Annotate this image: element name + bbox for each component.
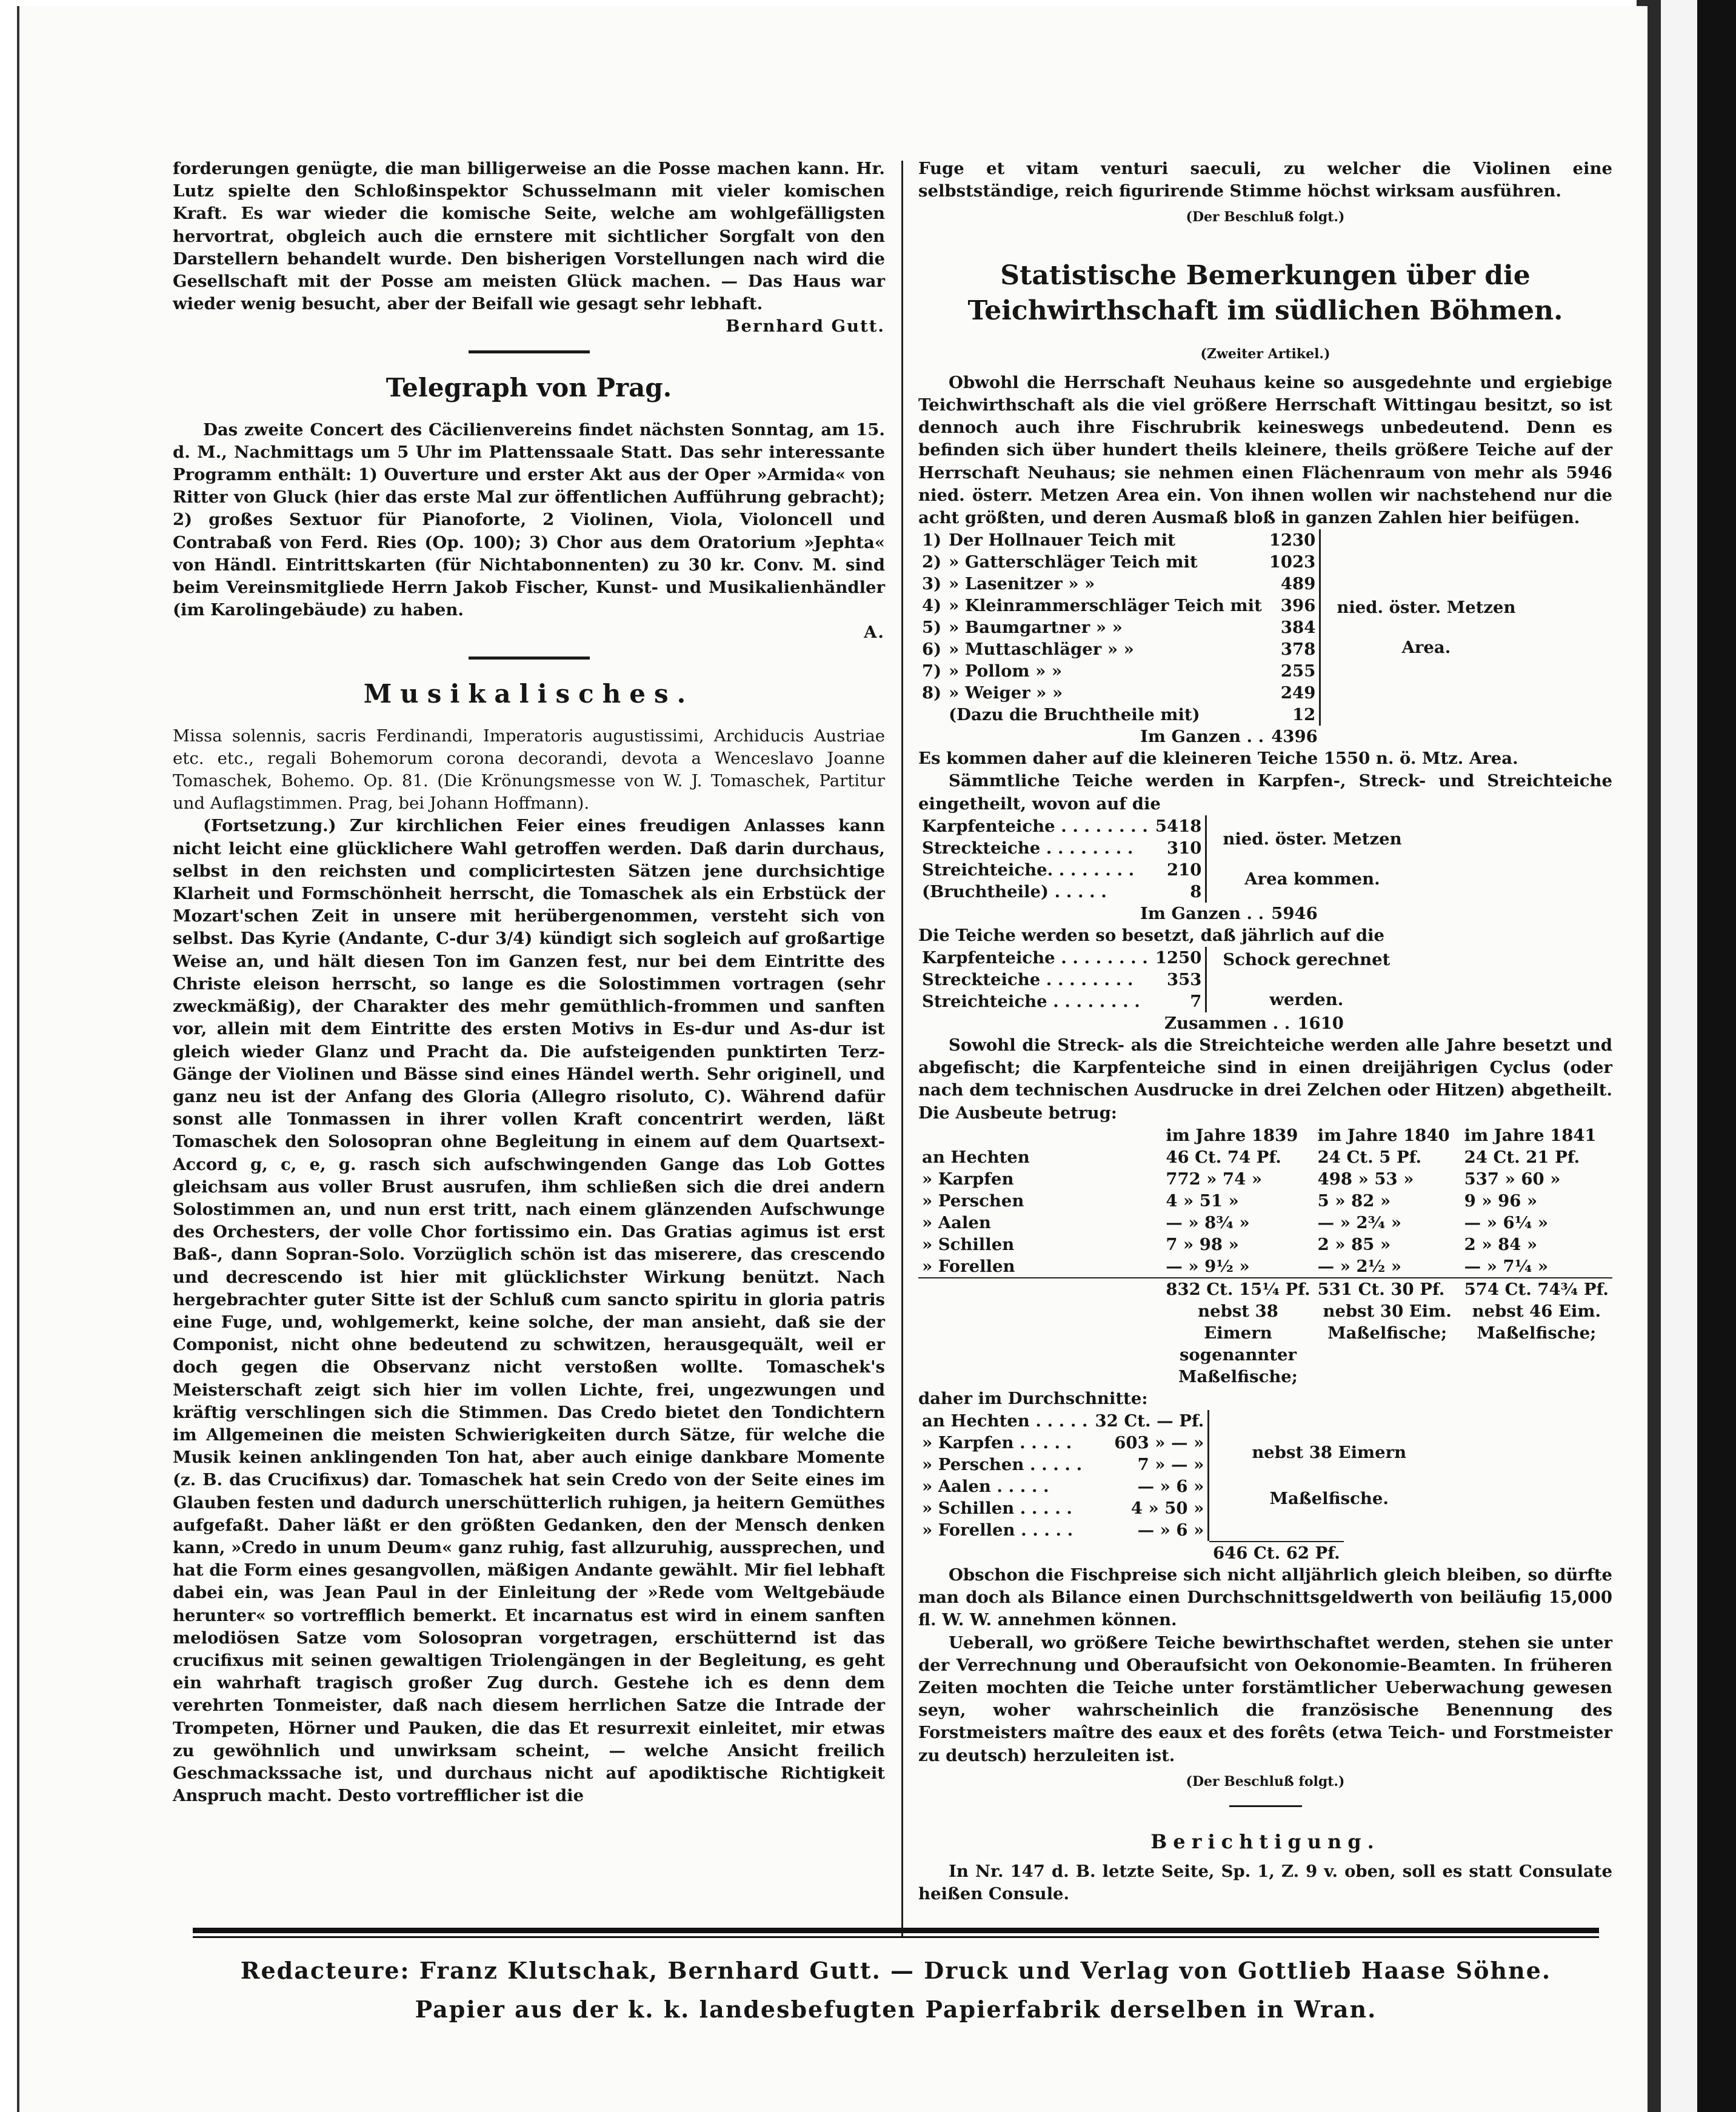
- fish-name: » Karpfen: [922, 1169, 1014, 1189]
- average-total-row: [1209, 1541, 1344, 1564]
- type-row: [918, 815, 1406, 837]
- yield-value: 2 » 85 »: [1317, 1234, 1391, 1254]
- music-review-text: (Fortsetzung.) Zur kirchlichen Feier eines freudigen Anlasses kann nicht leicht eine glücklichere Wahl getroffen werden. Daß darin durchaus, selbst in den reichsten und complicirtesten Sätzen jene durchsichtige Klarheit und Formschönheit herrscht, die Tomaschek als ein Erbstück der Mozart'schen Zeit in unsere mit herübergenommen, versteht sich von selbst. Das Kyrie (Andante, C-dur 3/4) kündigt sich sogleich auf großartige Weise an, und hält diesen Ton im Ganzen fest, nur bei dem Eintritte des Christe eleison herrscht, so lange es die Solostimmen vortragen (sehr zweckmäßig), der Charakter des mehr gemüthlich-frommen und sanften vor, allein mit dem Eintritte des ersten Motivs in Es-dur und As-dur ist gleich wieder Glanz und Pracht da. Die aufsteigenden punktirten Terz-Gänge der Violinen und Bässe sind eines Händel werth. Sehr originell, und ganz neu ist der Anfang des Gloria (Allegro risoluto, C). Während dafür sonst alle Tonmassen in ihrer vollen Kraft concentrirt werden, läßt Tomaschek den Solosopran ohne Begleitung in einem auf dem Quartsext-Accord g, c, e, g. rasch sich aufschwingenden Gange das Lob Gottes gleichsam aus voller Brust ausrufen, ihm schließen sich die drei andern Solostimmen an, und nun erst tritt, nach einem glänzenden Aufschwunge des Orchesters, der volle Chor fortissimo ein. Das Gratias agimus ist erst Baß-, dann Sopran-Solo. Vorzüglich schön ist das miserere, das crescendo und decrescendo ist hier mit glücklichster Wirkung benützt. Nach hergebrachter guter Sitte ist der Schluß cum sancto spiritu in gloria patris eine Fuge, und, wohlgemerkt, keine solche, der man ansieht, daß sie der Componist, nicht ohne bedeutend zu schwitzen, herausgequält, weil er doch gegen die Observanz nicht verstoßen wollte. Tomaschek's Meisterschaft zeigt sich hier im vollen Lichte, frei, ungezwungen und kräftig verschlingen sich die Stimmen. Das Credo bietet den Tondichtern im Allgemeinen die meisten Schwierigkeiten durch Sätze, für welche die Musik keinen anklingenden Ton hat, aber auch einige dankbare Momente (z. B. das Crucifixus) dar. Tomaschek hat sein Credo von der Seite eines im Glauben festen und dadurch unerschütterlich ruhigen, ja heitern Gemüthes aufgefaßt. Daher läßt er den größten Gedanken, den der Mensch denken kann, »Credo in unum Deum« ganz ruhig, fast allzuruhig, aussprechen, und hat die Form eines gesangvollen, mäßigen Andante gewählt. Mir fiel lebhaft dabei ein, was Jean Paul in der Einleitung der »Rede vom Weltgebäude herunter« so vortrefflich bemerkt. Et incarnatus est wird in einem sanften melodiösen Satze vom Solosopran vorgetragen, erschütternd ist das crucifixus mit seinen gewaltigen Triolengängen in der Begleitung, es geht ein wahrhaft tragisch großer Zug durch. Gestehe ich es denn dem verehrten Tonmeister, daß nach diesem herrlichen Satze die Intrade der Trompeten, Hörner und Pauken, die das Et resurrexit einleitet, mir etwas zu gewöhnlich und unwirksam scheint, — welche Ansicht freilich Geschmackssache ist, und durchaus nicht auf apodiktische Richtigkeit Anspruch macht. Desto vortrefflicher ist die: [173, 816, 885, 1806]
- average-row: [918, 1410, 1410, 1432]
- telegraph-heading: Telegraph von Prag.: [386, 372, 672, 403]
- yield-value: 9 » 96 »: [1464, 1191, 1538, 1211]
- average-intro: daher im Durchschnitte:: [918, 1388, 1148, 1408]
- total-label: Zusammen . .: [1164, 1014, 1290, 1034]
- section-rule: [469, 657, 590, 660]
- yield-extra: nebst 46 Eim. Maßelfische;: [1472, 1301, 1601, 1343]
- brace-note-line: nied. öster. Metzen: [1223, 829, 1402, 849]
- division-text: Sämmtliche Teiche werden in Karpfen-, Streck- und Streichteiche eingetheilt, wovon auf die: [918, 771, 1612, 814]
- average-value: — » 6 »: [1137, 1520, 1204, 1540]
- column-divider: [901, 161, 903, 1937]
- fish-name: » Schillen . . . . .: [922, 1499, 1072, 1519]
- missa-title: Missa solennis, sacris Ferdinandi, Imperatoris augustissimi, Archiducis Austriae etc. etc., regali Bohemorum corona decorandi, devota a Wenceslavo Joanne Tomaschek, Bohemo. Op. 81. (Die Krönungsmesse von W. J. Tomaschek, Partitur und Auflagstimmen. Prag, bei Johann Hoffmann).: [173, 726, 885, 814]
- imprint-line: Redacteure: Franz Klutschak, Bernhard Gutt. — Druck und Verlag von Gottlieb Haase Söhne.: [240, 1957, 1552, 1984]
- statistics-intro: Obwohl die Herrschaft Neuhaus keine so ausgedehnte und ergiebige Teichwirthschaft als die viel größere Herrschaft Wittingau besitzt, so ist dennoch auch ihre Fischrubrik keineswegs unbedeutend. Denn es befinden sich über hundert theils kleinere, theils größere Teiche auf der Herrschaft Neuhaus; sie nehmen einen Flächenraum von mehr als 5946 nied. österr. Metzen Area ein. Von ihnen wollen wir nachstehend nur die acht größten, und deren Ausmaß bloß in ganzen Zahlen hier beifügen.: [918, 372, 1612, 528]
- row-value: 255: [1280, 661, 1316, 681]
- row-value: 7: [1190, 992, 1202, 1012]
- average-value: — » 6 »: [1137, 1477, 1204, 1497]
- statistics-subheading: (Zweiter Artikel.): [1200, 346, 1330, 362]
- row-label: » Gatterschläger Teich mit: [949, 552, 1198, 572]
- row-number: 1): [922, 530, 942, 550]
- scan-border-dark: [1697, 0, 1736, 2112]
- row-value: 12: [1292, 705, 1316, 725]
- row-label: (Bruchtheile) . . . . .: [922, 881, 1107, 901]
- row-value: 489: [1280, 574, 1316, 594]
- row-label: » Kleinrammerschläger Teich mit: [949, 596, 1262, 616]
- row-number: 2): [922, 552, 942, 572]
- row-number: 4): [922, 596, 942, 616]
- pond-row: [918, 529, 1520, 551]
- yield-sum: 832 Ct. 15¼ Pf.: [1166, 1279, 1310, 1299]
- music-heading: Musikalisches.: [363, 678, 695, 709]
- yield-value: 498 » 53 »: [1317, 1169, 1414, 1189]
- row-value: 378: [1280, 640, 1316, 660]
- right-column: [918, 158, 1612, 1906]
- yield-sum: 531 Ct. 30 Pf.: [1317, 1279, 1445, 1299]
- yield-row: [918, 1146, 1612, 1168]
- section-rule: [469, 350, 590, 353]
- row-label: Karpfenteiche . . . . . . . .: [922, 816, 1148, 836]
- yield-value: 5 » 82 »: [1317, 1191, 1391, 1211]
- music-review-continued: Fuge et vitam venturi saeculi, zu welcher die Violinen eine selbstständige, reich figurirende Stimme höchst wirksam ausführen.: [918, 159, 1612, 201]
- page-edge: [17, 6, 19, 2112]
- correction-text: In Nr. 147 d. B. letzte Seite, Sp. 1, Z. 9 v. oben, soll es statt Consulate heißen Consule.: [918, 1862, 1612, 1904]
- brace-note-line: Area kommen.: [1244, 869, 1380, 889]
- ponds-total-row: [1137, 726, 1321, 747]
- administration-paragraph: Ueberall, wo größere Teiche bewirthschaftet werden, stehen sie unter der Verrechnung und Oberaufsicht von Oekonomie-Beamten. In früheren Zeiten mochten die Teiche unter forstämtlicher Ueberwachung gewesen seyn, woher wahrscheinlich die französische Benennung des Forstmeisters maître des eaux et des forêts (etwa Teich- und Forstmeister zu deutsch) herzuleiten ist.: [918, 1632, 1612, 1765]
- yield-value: 7 » 98 »: [1166, 1234, 1239, 1254]
- footer-rule-thin: [193, 1936, 1599, 1938]
- row-value: 1023: [1269, 552, 1316, 572]
- paper-note-line: Papier aus der k. k. landesbefugten Papierfabrik derselben in Wran.: [415, 1996, 1377, 2023]
- fish-name: » Forellen: [922, 1256, 1015, 1276]
- year-header: im Jahre 1839: [1166, 1125, 1298, 1145]
- brace-note: [1320, 529, 1520, 726]
- yield-value: — » 7¼ »: [1464, 1256, 1549, 1276]
- stock-total-row: [1161, 1012, 1347, 1034]
- telegraph-signature: A.: [864, 623, 885, 643]
- row-label: » Pollom » »: [949, 661, 1063, 681]
- yield-sum: 574 Ct. 74¾ Pf.: [1464, 1279, 1609, 1299]
- total-value: 5946: [1271, 903, 1318, 923]
- row-value: 210: [1166, 860, 1202, 880]
- brace-note: [1206, 815, 1406, 903]
- telegraph-text: Das zweite Concert des Cäcilienvereins findet nächsten Sonntag, am 15. d. M., Nachmittags um 5 Uhr im Plattenssaale Statt. Das sehr interessante Programm enthält: 1) Ouverture und erster Akt aus der Oper »Armida« von Ritter von Gluck (hier das erste Mal zur öffentlichen Aufführung gebracht); 2) großes Sextuor für Pianoforte, 2 Violinen, Viola, Violoncell und Contrabaß von Ferd. Ries (Op. 100); 3) Chor aus dem Oratorium »Jephta« von Händl. Eintrittskarten (für Nichtabonnenten) zu 30 kr. Conv. M. sind beim Vereinsmitgliede Herrn Jakob Fischer, Kunst- und Musikalienhändler (im Karolingebäude) zu haben.: [173, 419, 885, 620]
- brace-note: [1206, 947, 1394, 1012]
- row-value: 353: [1166, 970, 1202, 990]
- year-header: im Jahre 1841: [1464, 1125, 1597, 1145]
- row-value: 249: [1280, 683, 1316, 703]
- yield-value: 537 » 60 »: [1464, 1169, 1561, 1189]
- yield-intro: Sowohl die Streck- als die Streichteiche werden alle Jahre besetzt und abgefischt; die Karpfenteiche sind in einen dreijährigen Cyclus (oder nach dem technischen Ausdrucke in drei Zelchen oder Hitzen) abgetheilt. Die Ausbeute betrug:: [918, 1035, 1612, 1123]
- row-label: » Muttaschläger » »: [949, 640, 1134, 660]
- yield-row: [918, 1234, 1612, 1255]
- stock-row: [918, 947, 1394, 969]
- yield-value: — » 9½ »: [1166, 1256, 1250, 1276]
- fish-name: an Hechten: [922, 1147, 1030, 1167]
- average-value: 603 » — »: [1114, 1433, 1204, 1453]
- row-label: Der Hollnauer Teich mit: [949, 530, 1175, 550]
- yield-value: 4 » 51 »: [1166, 1191, 1239, 1211]
- row-number: 3): [922, 574, 942, 594]
- row-label: (Dazu die Bruchtheile mit): [949, 705, 1200, 725]
- row-value: 384: [1280, 618, 1316, 638]
- total-label: Im Ganzen . .: [1140, 727, 1264, 747]
- brace-note: [1209, 1410, 1410, 1541]
- row-label: Streichteiche . . . . . . . .: [922, 992, 1140, 1012]
- row-number: 7): [922, 661, 942, 681]
- brace-note-line: Schock gerechnet: [1223, 950, 1390, 970]
- row-number: 8): [922, 683, 942, 703]
- fish-name: » Karpfen . . . . .: [922, 1433, 1072, 1453]
- conclusion-note: (Der Beschluß folgt.): [1186, 1773, 1345, 1790]
- average-total: 646 Ct. 62 Pf.: [1209, 1542, 1344, 1564]
- row-number: [918, 704, 945, 726]
- statistics-heading: Statistische Bemerkungen über die Teichwirthschaft im südlichen Böhmen.: [967, 259, 1563, 326]
- correction-heading: Berichtigung.: [1150, 1830, 1380, 1854]
- row-value: 1230: [1269, 530, 1316, 550]
- row-label: Streckteiche . . . . . . . .: [922, 970, 1133, 990]
- yield-row: [918, 1255, 1612, 1278]
- footer-rule: [193, 1928, 1599, 1933]
- types-total-row: [1137, 903, 1321, 924]
- yield-value: 772 » 74 »: [1166, 1169, 1263, 1189]
- fish-name: » Forellen . . . . .: [922, 1520, 1073, 1540]
- row-value: 310: [1166, 838, 1202, 858]
- total-value: 1610: [1297, 1014, 1344, 1034]
- yield-value: 24 Ct. 21 Pf.: [1464, 1147, 1580, 1167]
- continuation-note: (Der Beschluß folgt.): [1186, 209, 1345, 226]
- yield-extra: nebst 38 Eimern sogenannter Maßelfische;: [1178, 1301, 1298, 1386]
- row-value: 396: [1280, 596, 1316, 616]
- theater-review-ending: forderungen genügte, die man billigerweise an die Posse machen kann. Hr. Lutz spielte den Schloßinspektor Schusselmann mit vieler komischen Kraft. Es war wieder die komische Seite, welche am wohlgefälligsten hervortrat, obgleich auch die ernstere mit sichtlicher Sorgfalt von den Darstellern behandelt wurde. Den bisherigen Vorstellungen nach wird die Gesellschaft mit der Posse am meisten Glück machen. — Das Haus war wieder wenig besucht, aber der Beifall wie gesagt sehr lebhaft.: [173, 159, 885, 314]
- left-column: [173, 158, 885, 1807]
- average-table: [918, 1410, 1410, 1541]
- largest-ponds-table: [918, 529, 1520, 726]
- row-value: 8: [1190, 881, 1202, 901]
- row-value: 1250: [1155, 948, 1202, 968]
- row-label: » Baumgartner » »: [949, 618, 1123, 638]
- stocking-table: [918, 947, 1394, 1012]
- yield-row: [918, 1190, 1612, 1212]
- brace-note-line: Maßelfische.: [1269, 1489, 1389, 1509]
- fish-name: » Perschen . . . . .: [922, 1455, 1083, 1475]
- yield-extra: nebst 30 Eim. Maßelfische;: [1323, 1301, 1452, 1343]
- yield-value: — » 2½ »: [1317, 1256, 1402, 1276]
- total-value: 4396: [1271, 727, 1318, 747]
- fish-name: » Aalen: [922, 1212, 991, 1232]
- fish-name: » Schillen: [922, 1234, 1015, 1254]
- fish-name: » Aalen . . . . .: [922, 1477, 1049, 1497]
- yield-value: 24 Ct. 5 Pf.: [1317, 1147, 1422, 1167]
- year-header: im Jahre 1840: [1317, 1125, 1450, 1145]
- yield-value: 46 Ct. 74 Pf.: [1166, 1147, 1281, 1167]
- average-value: 7 » — »: [1137, 1455, 1204, 1475]
- yield-row: [918, 1168, 1612, 1190]
- average-value: 32 Ct. — Pf.: [1095, 1411, 1204, 1431]
- row-number: 6): [922, 640, 942, 660]
- yield-table: [918, 1125, 1612, 1388]
- fish-name: an Hechten . . . . .: [922, 1411, 1088, 1431]
- yield-value: — » 6¼ »: [1464, 1212, 1549, 1232]
- yield-row: [918, 1212, 1612, 1234]
- scan-border-light: [1661, 0, 1697, 2112]
- brace-note-line: nebst 38 Eimern: [1252, 1443, 1407, 1463]
- fish-name: » Perschen: [922, 1191, 1024, 1211]
- row-value: 5418: [1155, 816, 1202, 836]
- small-ponds-note: Es kommen daher auf die kleineren Teiche 1550 n. ö. Mtz. Area.: [918, 749, 1518, 769]
- row-number: 5): [922, 618, 942, 638]
- row-label: Streichteiche. . . . . . . .: [922, 860, 1135, 880]
- row-label: » Weiger » »: [949, 683, 1063, 703]
- brace-note-line: werden.: [1269, 990, 1344, 1010]
- average-value: 4 » 50 »: [1130, 1499, 1204, 1519]
- total-label: Im Ganzen . .: [1140, 903, 1264, 923]
- yield-value: — » 8¾ »: [1166, 1212, 1250, 1232]
- pond-types-table: [918, 815, 1406, 903]
- brace-note-line: Area.: [1401, 638, 1451, 658]
- review-signature: Bernhard Gutt.: [726, 316, 885, 336]
- stocking-intro: Die Teiche werden so besetzt, daß jährlich auf die: [918, 925, 1385, 945]
- row-label: Karpfenteiche . . . . . . . .: [922, 948, 1148, 968]
- yield-value: — » 2¾ »: [1317, 1212, 1402, 1232]
- yield-value: 2 » 84 »: [1464, 1234, 1538, 1254]
- section-rule: [1229, 1805, 1302, 1807]
- brace-note-line: nied. öster. Metzen: [1337, 598, 1516, 618]
- row-label: » Lasenitzer » »: [949, 574, 1095, 594]
- row-label: Streckteiche . . . . . . . .: [922, 838, 1133, 858]
- price-paragraph: Obschon die Fischpreise sich nicht alljährlich gleich bleiben, so dürfte man doch als Bilance einen Durchschnittsgeldwerth von beiläufig 15,000 fl. W. W. annehmen können.: [918, 1565, 1612, 1630]
